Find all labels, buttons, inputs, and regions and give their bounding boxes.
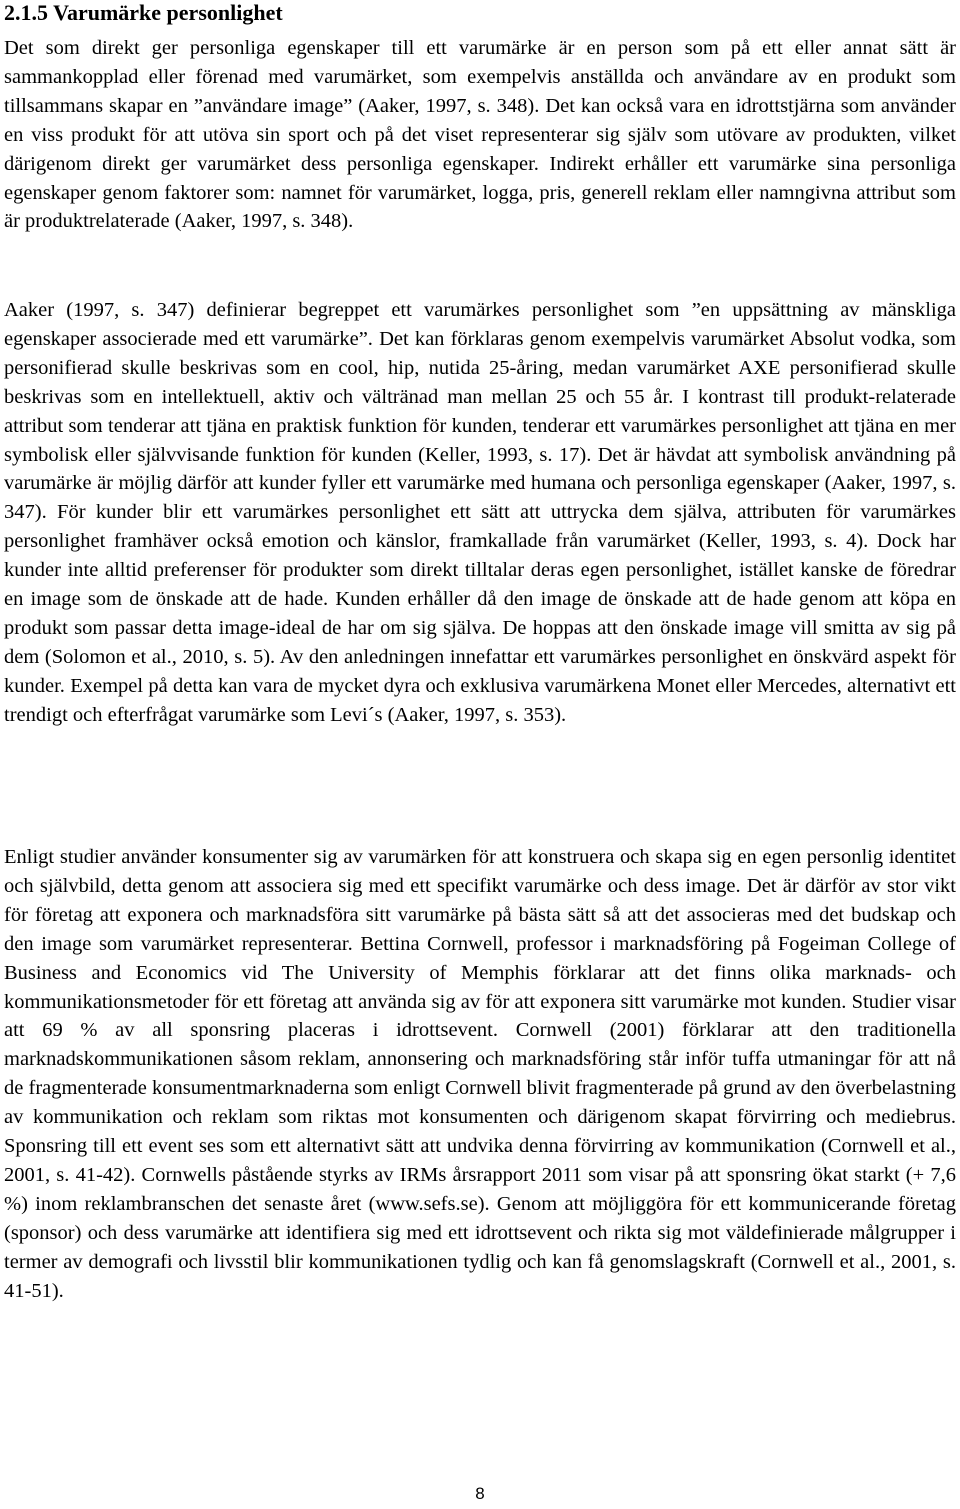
section-heading: 2.1.5 Varumärke personlighet (4, 0, 283, 25)
page-number: 8 (475, 1484, 485, 1503)
paragraph-brand-personality-sources: Det som direkt ger personliga egenskaper till ett varumärke är en person som på ett eller annat sätt är sammankopplad eller förenad med varumärket, som exempelvis anställda och användare av en produkt som tillsammans skapar en ”användare image” (Aaker, 1997, s. 348). Det kan också vara en idrottstjärna som använder en viss produkt för att utöva sin sport och på det viset representerar sig själv som utövare av produkten, vilket därigenom direkt ger varumärket dess personliga egenskaper. Indirekt erhåller ett varumärke sina personliga egenskaper genom faktorer som: namnet för varumärket, logga, pris, generell reklam eller namngivna attribut som är produktrelaterade (Aaker, 1997, s. 348). (4, 37, 956, 233)
paragraph-consumer-identity-sponsorship: Enligt studier använder konsumenter sig av varumärken för att konstruera och skapa sig en egen personlig identitet och självbild, detta genom att associera sig med ett specifikt varumärke och dess image. Det är därför av stor vikt för företag att exponera och marknadsföra sitt varumärke på bästa sätt så att det associeras med det budskap och den image som varumärket representerar. Bettina Cornwell, professor i marknadsföring på Fogeiman College of Business and Economics vid The University of Memphis förklarar att det finns olika marknads- och kommunikationsmetoder för ett företag att använda sig av för att exponera sitt varumärke mot kunden. Studier visar att 69 % av all sponsring placeras i idrottsevent. Cornwell (2001) förklarar att den traditionella marknadskommunikationen såsom reklam, annonsering och marknadsföring står inför tuffa utmaningar för att nå de fragmenterade konsumentmarknaderna som enligt Cornwell blivit fragmenterade på grund av den överbelastning av kommunikation och reklam som riktas mot konsumenten och därigenom skapat förvirring och mediebrus. Sponsring till ett event ses som ett alternativt sätt att undvika denna förvirring av kommunikation (Cornwell et al., 2001, s. 41-42). Cornwells påstående styrks av IRMs årsrapport 2011 som visar på att sponsring ökat starkt (+ 7,6 %) inom reklambranschen det senaste året (www.sefs.se). Genom att möjliggöra för ett kommunicerande företag (sponsor) och dess varumärke att identifiera sig med ett idrottsevent och rikta sig mot väldefinierade målgrupper i termer av demografi och livsstil blir kommunikationen tydlig och kan få genomslagskraft (Cornwell et al., 2001, s. 41-51). (4, 846, 956, 1302)
paragraph-aaker-definition: Aaker (1997, s. 347) definierar begreppet ett varumärkes personlighet som ”en uppsättning av mänskliga egenskaper associerade med ett varumärke”. Det kan förklaras genom exempelvis varumärket Absolut vodka, som personifierad skulle beskrivas som en cool, hip, nutida 25-åring, medan varumärket AXE personifierad skulle beskrivas som en intellektuell, aktiv och vältränad man mellan 25 och 55 år. I kontrast till produkt-relaterade attribut som tenderar att tjäna en praktisk funktion för kunden, tenderar ett varumärkes personlighet att tjäna en mer symbolisk eller självvisande funktion för kunden (Keller, 1993, s. 17). Det är hävdat att symbolisk användning på varumärke är möjlig därför att kunder fyller ett varumärke med humana och personliga egenskaper (Aaker, 1997, s. 347). För kunder blir ett varumärkes personlighet ett sätt att uttrycka dem själva, attributen för varumärkes personlighet framhäver också emotion och känslor, framkallade från varumärket (Keller, 1993, s. 4). Dock har kunder inte alltid preferenser för produkter som direkt tilltalar deras egen personlighet, istället kanske de föredrar en image som de önskade att de hade. Kunden erhåller då den image de önskade att de hade genom att köpa en produkt som passar detta image-ideal de har om sig själva. De hoppas att den önskade image vill smitta av sig på dem (Solomon et al., 2010, s. 5). Av den anledningen innefattar ett varumärkes personlighet en önskvärd aspekt för kunder. Exempel på detta kan vara de mycket dyra och exklusiva varumärkena Monet eller Mercedes, alternativt ett trendigt och efterfrågat varumärke som Levi´s (Aaker, 1997, s. 353). (4, 299, 956, 726)
